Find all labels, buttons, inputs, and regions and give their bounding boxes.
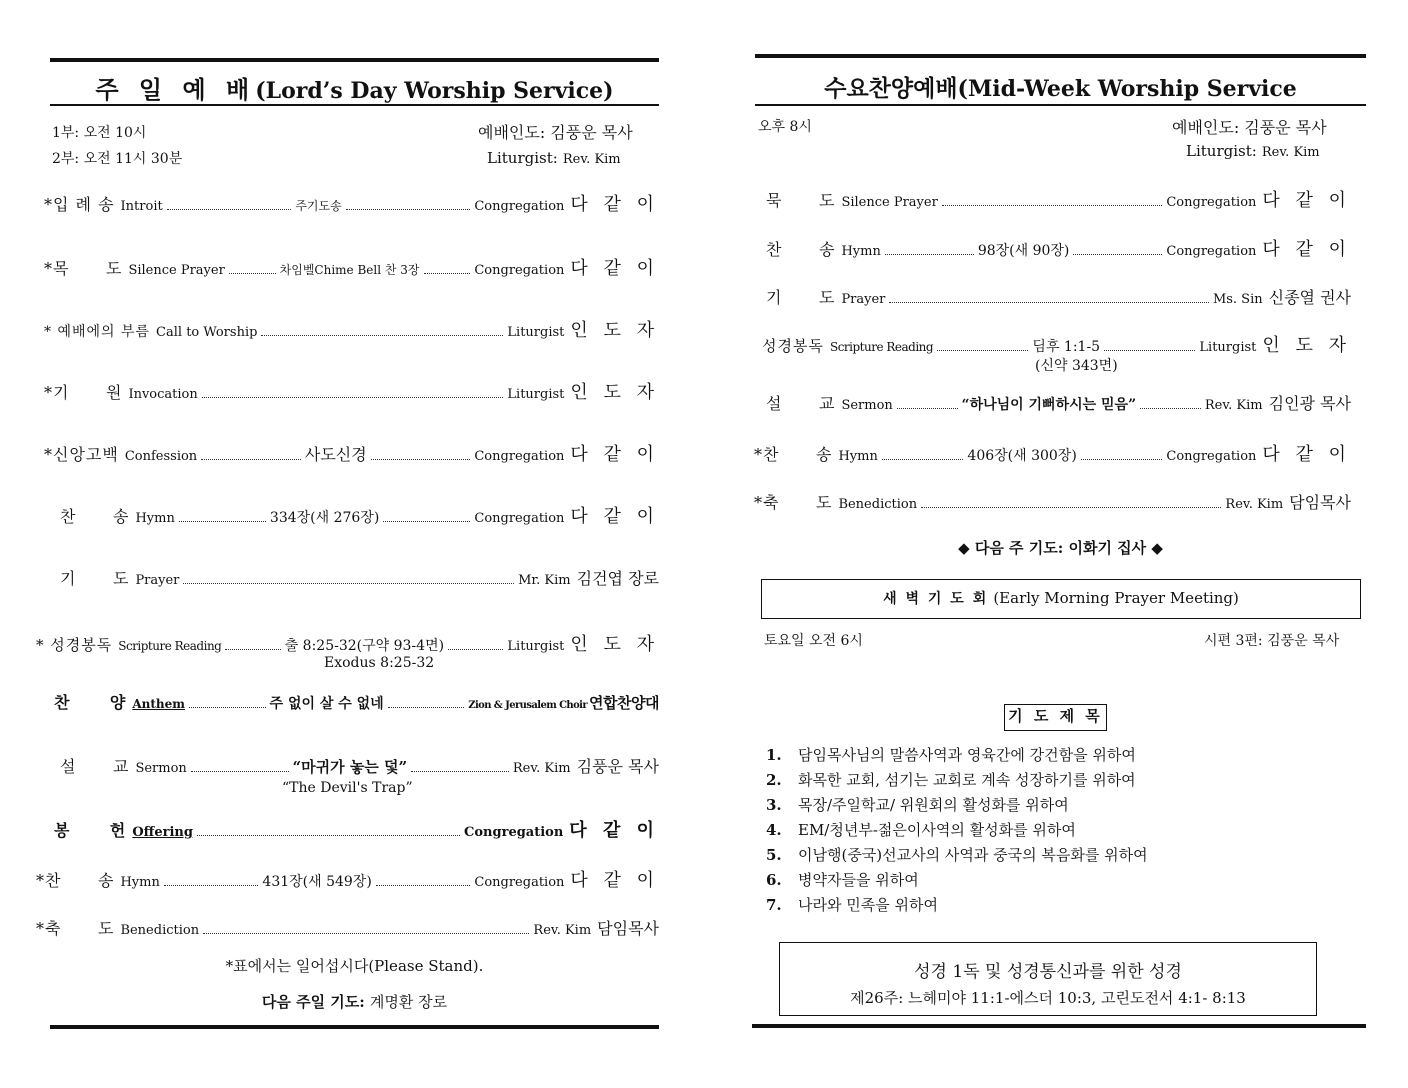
leader-dots xyxy=(937,350,1028,351)
bottom-rule-right xyxy=(752,1024,1366,1028)
order-item xyxy=(60,502,659,528)
list-item xyxy=(766,894,1148,919)
dawn-prayer-time: 토요일 오전 6시 xyxy=(764,633,863,649)
order-en: Silence Prayer xyxy=(128,263,225,278)
leader-dots xyxy=(229,273,276,274)
list-number: 5. xyxy=(766,846,782,864)
order-role: 다 같 이 xyxy=(570,258,659,279)
page-title-left xyxy=(50,70,659,105)
order-item xyxy=(766,391,1351,414)
order-performer: Rev. Kim xyxy=(1204,398,1263,413)
order-detail: “마귀가 놓는 덫” xyxy=(292,758,408,776)
order-label: 찬 양 xyxy=(54,693,127,712)
leader-dots xyxy=(885,254,974,255)
title-rule-left xyxy=(50,104,659,106)
list-text: 나라와 민족을 위하여 xyxy=(798,896,938,914)
order-performer: Congregation xyxy=(474,449,565,464)
order-en: Silence Prayer xyxy=(841,195,938,210)
leader-dots xyxy=(383,521,470,522)
list-number: 4. xyxy=(766,821,782,839)
order-role: 담임목사 xyxy=(1289,493,1351,512)
next-week-prayer: ◆ 다음 주 기도: 이화기 집사 ◆ xyxy=(958,539,1163,557)
leader-dots xyxy=(942,205,1163,206)
order-en: Sermon xyxy=(135,761,187,776)
order-label: *기 원 xyxy=(44,383,123,402)
leader-dots xyxy=(202,397,504,398)
prayer-topics-title-box xyxy=(1004,704,1107,731)
list-number: 1. xyxy=(766,746,782,764)
order-sub-detail: Exodus 8:25-32 xyxy=(324,655,435,671)
order-label: *찬 송 xyxy=(36,871,115,890)
order-item xyxy=(36,630,659,656)
order-item xyxy=(54,690,659,713)
list-text: EM/청년부-젊은이사역의 활성화를 위하여 xyxy=(798,821,1076,839)
leader-dots xyxy=(179,521,266,522)
order-en: Invocation xyxy=(128,387,198,402)
order-label: *신앙고백 xyxy=(44,445,119,464)
order-label: 찬 송 xyxy=(60,507,130,526)
order-performer: Liturgist xyxy=(1199,340,1257,355)
order-label: 설 교 xyxy=(766,394,836,413)
order-role: 다 같 이 xyxy=(570,194,659,215)
list-item xyxy=(766,794,1148,819)
bible-reading-title: 성경 1독 및 성경통신과를 위한 성경 xyxy=(914,962,1182,982)
order-label: 봉 헌 xyxy=(54,821,127,840)
order-role: 다 같 이 xyxy=(1262,444,1352,465)
order-performer: Congregation xyxy=(1166,449,1257,464)
leader-dots xyxy=(1140,408,1201,409)
next-sunday-prayer xyxy=(50,991,659,1012)
leader-dots xyxy=(1081,459,1163,460)
order-role: 인 도 자 xyxy=(570,382,659,403)
order-detail: 334장(새 276장) xyxy=(269,510,380,526)
worship-leader: 예배인도: 김풍운 목사 xyxy=(1172,118,1327,137)
order-en: Prayer xyxy=(841,292,886,307)
order-detail: 차임벨Chime Bell 찬 3장 xyxy=(279,263,420,277)
liturgist-name: Rev. Kim xyxy=(1261,145,1320,160)
order-detail: 431장(새 549장) xyxy=(262,874,372,890)
order-role: 다 같 이 xyxy=(570,506,660,527)
order-item xyxy=(44,378,659,404)
order-en: Benediction xyxy=(120,923,200,938)
leader-dots xyxy=(201,459,301,460)
service-time-2: 2부: 오전 11시 30분 xyxy=(52,151,183,167)
leader-dots xyxy=(183,583,514,584)
order-item xyxy=(766,186,1351,212)
order-en: Scripture Reading xyxy=(829,340,934,354)
list-item xyxy=(766,869,1148,894)
order-label: *찬 송 xyxy=(754,445,833,464)
order-performer: Mr. Kim xyxy=(518,573,571,588)
leader-dots xyxy=(191,771,289,772)
order-role: 김건엽 장로 xyxy=(576,569,659,588)
order-en: Call to Worship xyxy=(156,325,258,340)
order-detail: 98장(새 90장) xyxy=(977,243,1070,259)
leader-dots xyxy=(388,707,465,708)
order-en: Prayer xyxy=(135,573,180,588)
order-performer: Congregation xyxy=(464,825,564,840)
order-label: * 성경봉독 xyxy=(36,636,113,654)
order-label: 성경봉독 xyxy=(762,337,824,355)
order-role: 다 같 이 xyxy=(570,870,660,891)
leader-dots xyxy=(346,209,471,210)
order-label: 기 도 xyxy=(766,288,836,307)
leader-dots xyxy=(376,885,471,886)
order-role: 김인광 목사 xyxy=(1268,394,1351,413)
dawn-title-ko: 새 벽 기 도 회 xyxy=(883,591,989,607)
order-performer: Liturgist xyxy=(507,639,565,654)
order-label: *축 도 xyxy=(36,919,115,938)
order-item xyxy=(60,754,659,777)
order-performer: Rev. Kim xyxy=(512,761,571,776)
order-sub-detail: (신약 343면) xyxy=(1035,358,1118,374)
leader-dots xyxy=(448,649,503,650)
order-performer: Congregation xyxy=(1166,195,1257,210)
order-detail: 출 8:25-32(구약 93-4면) xyxy=(284,638,445,654)
order-label: *목 도 xyxy=(44,259,123,278)
order-en: Benediction xyxy=(838,497,918,512)
order-item xyxy=(36,866,659,892)
order-performer: Zion & Jerusalem Choir xyxy=(468,700,588,711)
dawn-title-en: (Early Morning Prayer Meeting) xyxy=(993,589,1239,607)
order-role: 담임목사 xyxy=(597,919,659,938)
leader-dots xyxy=(897,408,958,409)
order-performer: Congregation xyxy=(474,511,565,526)
order-item xyxy=(754,490,1351,513)
leader-dots xyxy=(189,707,266,708)
leader-dots xyxy=(889,302,1209,303)
leader-dots xyxy=(225,649,280,650)
leader-dots xyxy=(203,933,529,934)
bible-reading-text: 제26주: 느헤미야 11:1-에스더 10:3, 고린도전서 4:1- 8:13 xyxy=(850,989,1246,1007)
liturgist-line xyxy=(1186,141,1320,160)
order-en: Introit xyxy=(120,199,163,214)
order-item xyxy=(60,566,659,589)
list-item xyxy=(766,744,1148,769)
leader-dots xyxy=(167,209,292,210)
order-role: 다 같 이 xyxy=(570,444,659,465)
order-en: Hymn xyxy=(135,511,175,526)
list-text: 이남행(중국)선교사의 사역과 중국의 복음화를 위하여 xyxy=(798,846,1148,864)
order-en: Sermon xyxy=(841,398,893,413)
order-detail: 406장(새 300장) xyxy=(967,448,1077,464)
list-item xyxy=(766,769,1148,794)
order-detail: 주 없이 살 수 없네 xyxy=(269,696,384,712)
list-item xyxy=(766,819,1148,844)
dawn-prayer-title xyxy=(762,580,1360,617)
order-performer: Congregation xyxy=(474,263,565,278)
order-label: *입 례 송 xyxy=(44,195,115,214)
order-item xyxy=(36,916,659,939)
list-number: 2. xyxy=(766,771,782,789)
leader-dots xyxy=(1104,350,1195,351)
leader-dots xyxy=(1073,254,1162,255)
leader-dots xyxy=(164,885,259,886)
order-performer: Congregation xyxy=(474,875,565,890)
order-en: Anthem xyxy=(132,697,185,711)
order-performer: Rev. Kim xyxy=(1225,497,1284,512)
page-title-right xyxy=(755,70,1366,103)
list-text: 목장/주일학교/ 위원회의 활성화를 위하여 xyxy=(798,796,1069,814)
top-rule-left xyxy=(50,58,659,62)
order-role: 다 같 이 xyxy=(569,820,659,841)
leader-dots xyxy=(921,507,1221,508)
order-role: 다 같 이 xyxy=(1262,190,1351,211)
order-item xyxy=(766,285,1351,308)
title-en: (Mid-Week Worship Service xyxy=(957,76,1297,102)
list-text: 화목한 교회, 섬기는 교회로 계속 성장하기를 위하여 xyxy=(798,771,1136,789)
list-number: 3. xyxy=(766,796,782,814)
list-number: 6. xyxy=(766,871,782,889)
leader-dots xyxy=(197,835,460,836)
order-label: 묵 도 xyxy=(766,191,836,210)
leader-dots xyxy=(411,771,509,772)
order-label: *축 도 xyxy=(754,493,833,512)
order-detail: 사도신경 xyxy=(304,445,367,464)
order-item xyxy=(44,190,659,216)
order-item xyxy=(44,440,659,466)
list-text: 병약자들을 위하여 xyxy=(798,871,919,889)
leader-dots xyxy=(882,459,964,460)
order-detail: 주기도송 xyxy=(295,199,342,213)
order-sub-detail: “The Devil's Trap” xyxy=(282,780,413,796)
order-label: 찬 송 xyxy=(766,240,836,259)
bible-reading-box xyxy=(779,942,1317,1016)
order-performer: Rev. Kim xyxy=(533,923,592,938)
order-role: 신종열 권사 xyxy=(1268,288,1351,307)
service-time-1: 1부: 오전 10시 xyxy=(52,125,147,141)
order-item xyxy=(762,331,1351,357)
order-label: * 예배에의 부름 xyxy=(44,324,151,340)
order-role: 연합찬양대 xyxy=(589,694,659,712)
prayer-topics-list xyxy=(766,744,1148,919)
order-role: 김풍운 목사 xyxy=(576,757,659,776)
liturgist-label: Liturgist: xyxy=(487,149,558,167)
order-performer: Liturgist xyxy=(507,387,565,402)
order-performer: Ms. Sin xyxy=(1212,292,1263,307)
prayer-topics-title: 기 도 제 목 xyxy=(1008,707,1103,725)
order-role: 인 도 자 xyxy=(570,320,659,341)
order-en: Confession xyxy=(124,449,198,464)
liturgist-name: Rev. Kim xyxy=(562,152,621,167)
leader-dots xyxy=(261,335,503,336)
list-number: 7. xyxy=(766,896,782,914)
order-role: 인 도 자 xyxy=(570,634,659,655)
liturgist-line xyxy=(487,148,621,167)
next-prayer-name: 계명환 장로 xyxy=(369,993,448,1011)
dawn-prayer-box xyxy=(761,579,1361,619)
bottom-rule-left xyxy=(50,1025,659,1029)
order-role: 다 같 이 xyxy=(1262,239,1352,260)
order-en: Offering xyxy=(132,825,193,840)
order-item xyxy=(766,235,1351,261)
worship-leader: 예배인도: 김풍운 목사 xyxy=(478,123,633,142)
stand-note: *표에서는 일어섭시다(Please Stand). xyxy=(225,957,484,975)
order-item xyxy=(44,316,659,342)
order-label: 설 교 xyxy=(60,757,130,776)
list-text: 담임목사님의 말씀사역과 영육간에 강건함을 위하여 xyxy=(798,746,1136,764)
order-item xyxy=(754,440,1351,466)
leader-dots xyxy=(424,273,471,274)
order-item xyxy=(44,254,659,280)
order-en: Scripture Reading xyxy=(118,639,222,653)
order-en: Hymn xyxy=(841,244,881,259)
order-label: 기 도 xyxy=(60,569,130,588)
next-prayer-label: 다음 주일 기도: xyxy=(261,993,365,1011)
title-en: (Lord’s Day Worship Service) xyxy=(255,78,614,104)
order-detail: “하나님이 기뻐하시는 믿음” xyxy=(961,397,1137,413)
order-performer: Liturgist xyxy=(507,325,565,340)
order-en: Hymn xyxy=(120,875,160,890)
service-time: 오후 8시 xyxy=(758,119,812,135)
leader-dots xyxy=(371,459,471,460)
list-item xyxy=(766,844,1148,869)
order-en: Hymn xyxy=(838,449,878,464)
order-performer: Congregation xyxy=(474,199,565,214)
title-ko: 수요찬양예배 xyxy=(824,75,958,102)
title-rule-right xyxy=(755,104,1366,106)
order-role: 인 도 자 xyxy=(1262,335,1352,356)
liturgist-label: Liturgist: xyxy=(1186,142,1257,160)
order-detail: 딤후 1:1-5 xyxy=(1032,339,1101,355)
title-ko: 주 일 예 배 xyxy=(95,75,256,104)
order-item xyxy=(54,816,659,842)
top-rule-right xyxy=(755,54,1366,58)
order-performer: Congregation xyxy=(1166,244,1257,259)
dawn-prayer-text: 시편 3편: 김풍운 목사 xyxy=(1204,633,1340,649)
